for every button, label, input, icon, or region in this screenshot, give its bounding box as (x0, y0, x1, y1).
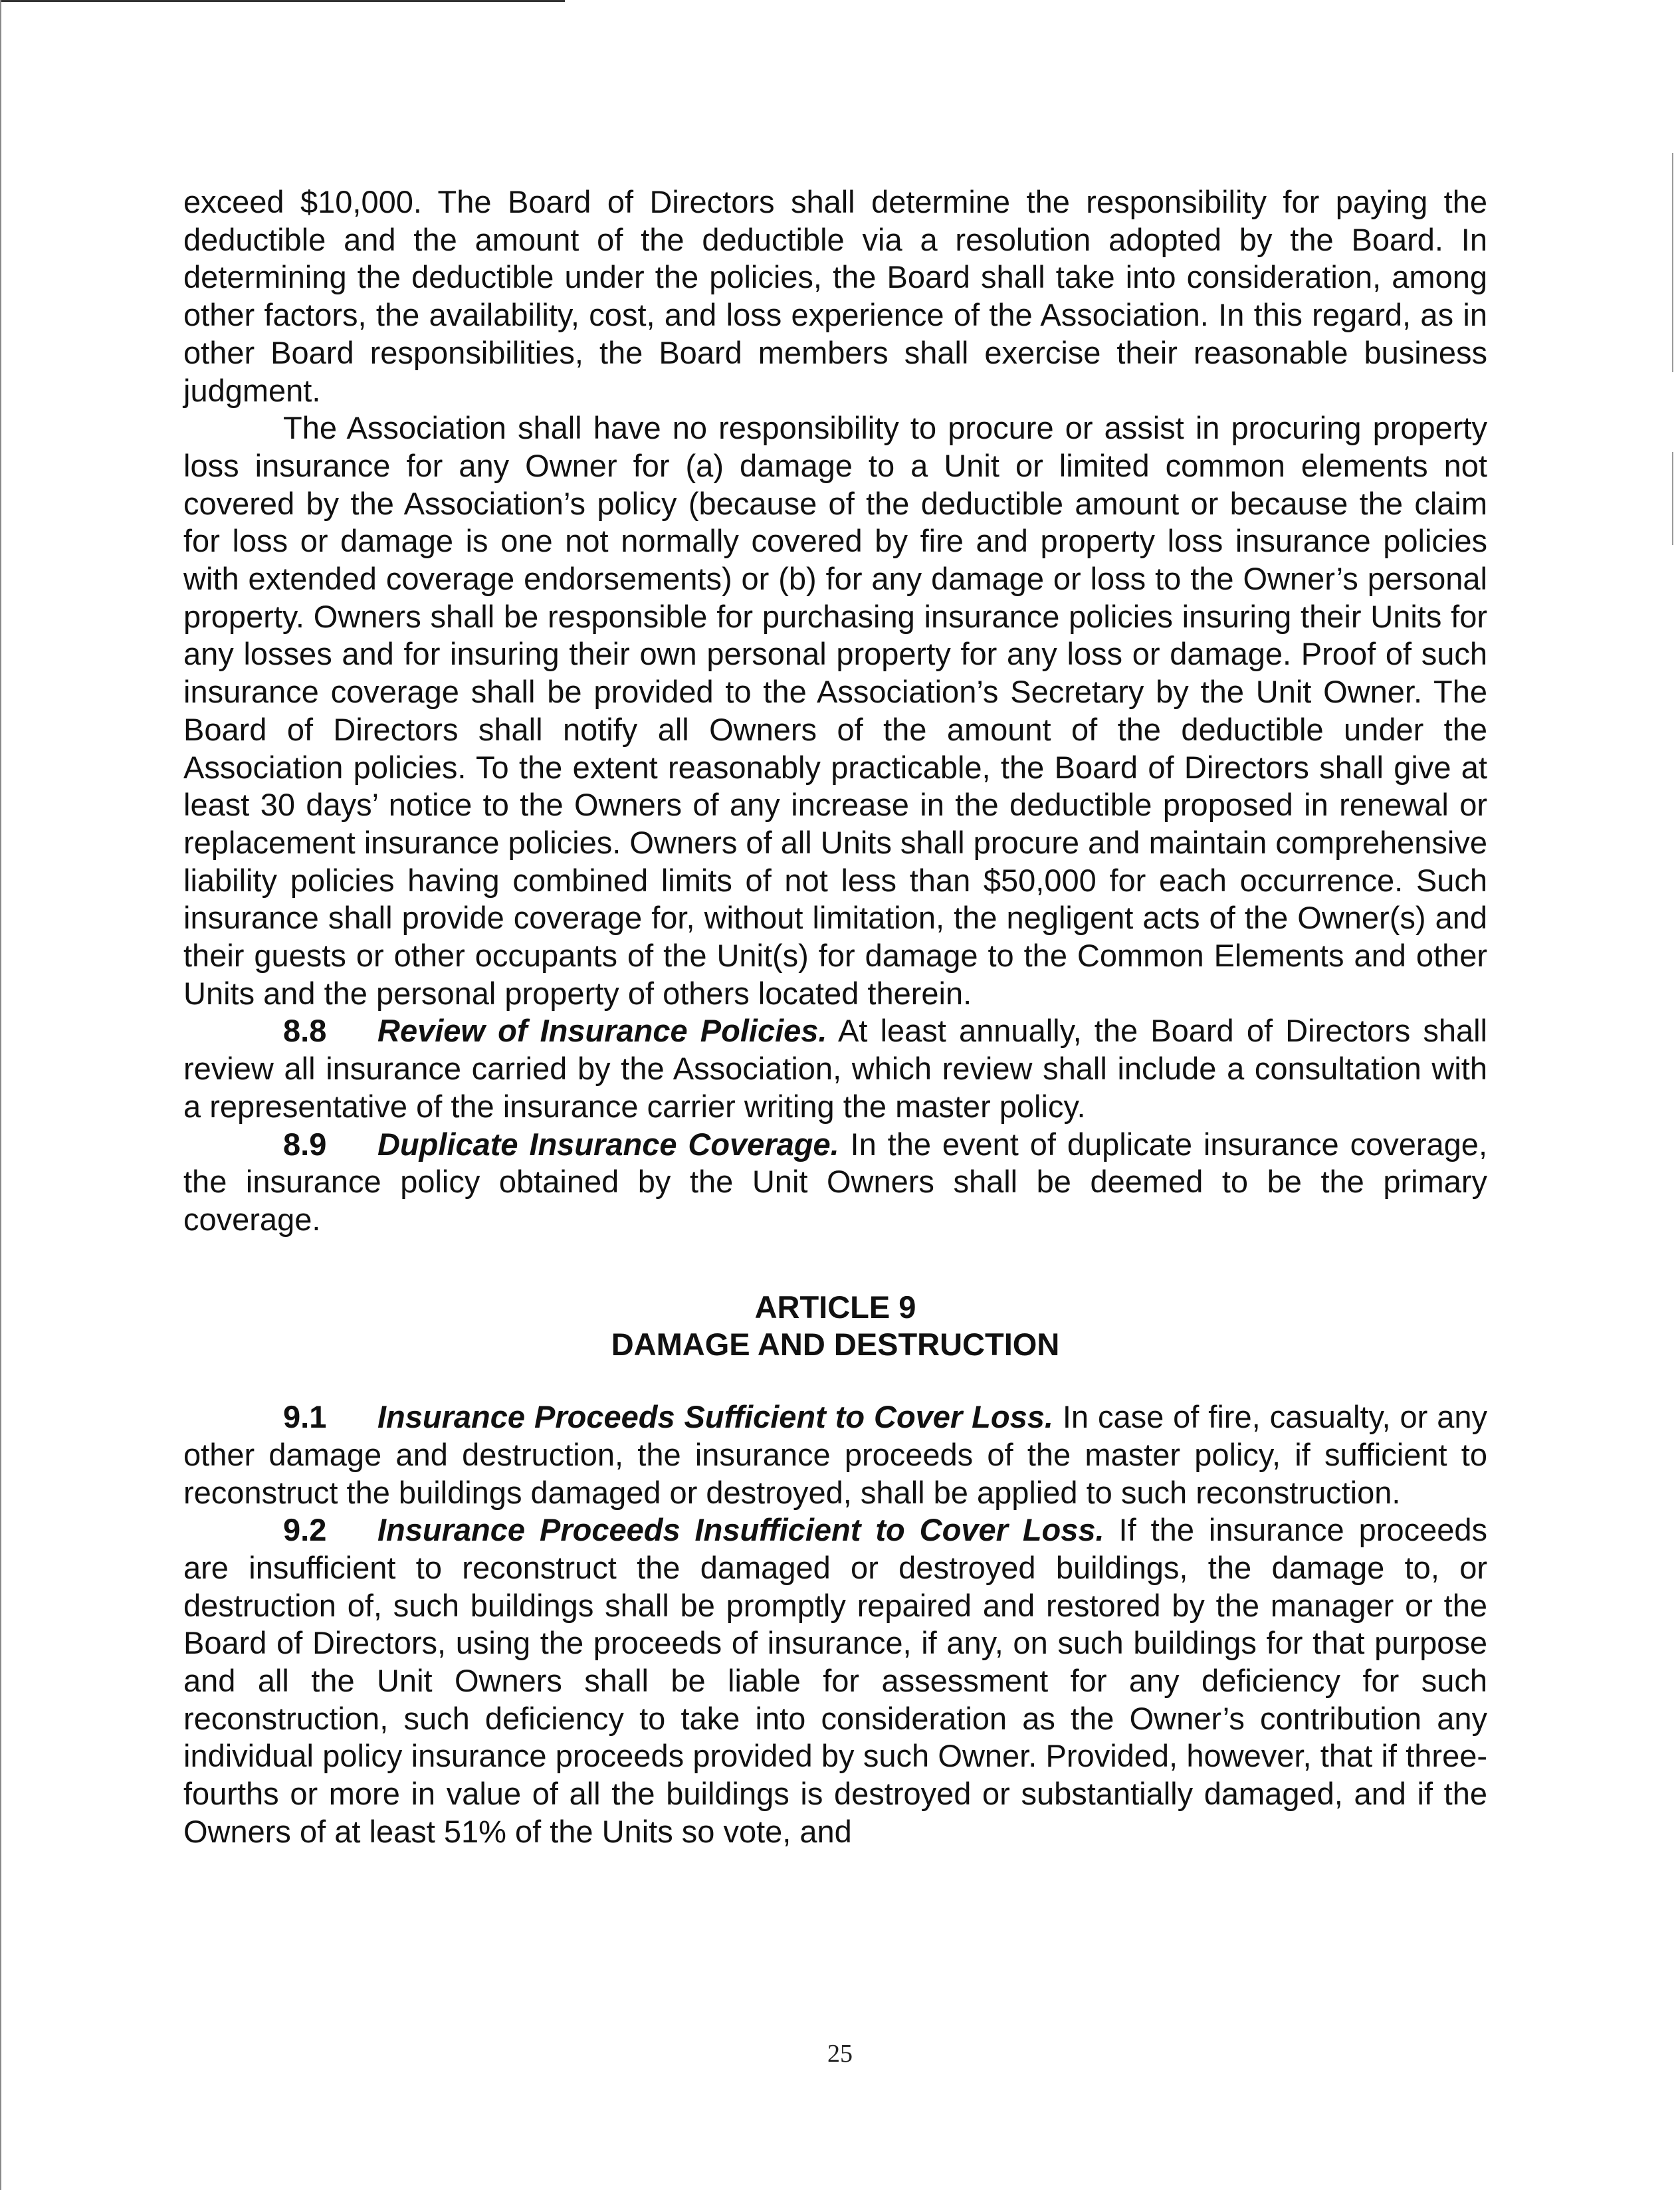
document-page (183, 183, 1487, 1851)
page-number: 25 (827, 2040, 853, 2068)
section-caption: Insurance Proceeds Insufficient to Cover Loss. (377, 1512, 1104, 1548)
paragraph-owner-insurance: The Association shall have no responsibility to procure or assist in procuring property loss insurance for any Owner for (a) damage to a Unit or limited common elements not covered by the Association’s policy (because of the deductible amount or because the claim for loss or damage is one not normally covered by fire and property loss insurance policies with extended coverage endorsements) or (b) for any damage or loss to the Owner’s personal property. Owners shall be responsible for purchasing insurance policies insuring their Units for any losses and for insuring their own personal property for any loss or damage. Proof of such insurance coverage shall be provided to the Association’s Secretary by the Unit Owner. The Board of Directors shall notify all Owners of the amount of the deductible under the Association policies. To the extent reasonably practicable, the Board of Directors shall give at least 30 days’ notice to the Owners of any increase in the deductible proposed in renewal or replacement insurance policies. Owners of all Units shall procure and maintain comprehensive liability policies having combined limits of not less than $50,000 for each occurrence. Such insurance shall provide coverage for, without limitation, the negligent acts of the Owner(s) and their guests or other occupants of the Unit(s) for damage to the Common Elements and other Units and the personal property of others located therein. (183, 410, 1487, 1011)
paragraph-deductible: exceed $10,000. The Board of Directors shall determine the responsibility for paying the deductible and the amount of the deductible via a resolution adopted by the Board. In determining the deductible under the policies, the Board shall take into consideration, among other factors, the availability, cost, and loss experience of the Association. In this regard, as in other Board responsibilities, the Board members shall exercise their reasonable business judgment. (183, 184, 1487, 408)
section-caption: Insurance Proceeds Sufficient to Cover Loss. (377, 1399, 1053, 1435)
section-text: In case of fire, casualty, or any other damage and destruction, the insurance proceeds of the master policy, if sufficient to reconstruct the buildings damaged or destroyed, shall be applied to such reconstruction. (183, 1399, 1487, 1510)
section-8-8 (183, 1012, 1487, 1125)
section-9-2 (183, 1511, 1487, 1850)
section-number: 9.1 (283, 1399, 327, 1435)
scan-edge-right-mark (1672, 452, 1673, 545)
article-title: DAMAGE AND DESTRUCTION (611, 1327, 1060, 1363)
section-number: 9.2 (283, 1512, 327, 1548)
article-heading-block (183, 1289, 1487, 1364)
section-text: At least annually, the Board of Directors shall review all insurance carried by the Association, which review shall include a consultation with a representative of the insurance carrier writing the master policy. (183, 1013, 1487, 1124)
section-caption: Duplicate Insurance Coverage. (377, 1126, 839, 1162)
section-number: 8.9 (283, 1126, 327, 1162)
section-number: 8.8 (283, 1013, 327, 1049)
scan-edge-left (0, 0, 1, 2190)
scan-edge-top (0, 0, 565, 2)
section-caption: Review of Insurance Policies. (377, 1013, 827, 1049)
section-8-9 (183, 1126, 1487, 1239)
article-number: ARTICLE 9 (754, 1289, 916, 1325)
scan-edge-right-mark (1672, 153, 1673, 372)
section-text: If the insurance proceeds are insufficient to reconstruct the damaged or destroyed buildings, the damage to, or destruction of, such buildings shall be promptly repaired and restored by the manager or the Board of Directors, using the proceeds of insurance, if any, on such buildings for that purpose and all the Unit Owners shall be liable for assessment for any deficiency for such reconstruction, such deficiency to take into consideration as the Owner’s contribution any individual policy insurance proceeds provided by such Owner. Provided, however, that if three-fourths or more in value of all the buildings is destroyed or substantially damaged, and if the Owners of at least 51% of the Units so vote, and (183, 1512, 1487, 1849)
section-9-1 (183, 1398, 1487, 1511)
section-text: In the event of duplicate insurance coverage, the insurance policy obtained by the Unit Owners shall be deemed to be the primary coverage. (183, 1126, 1487, 1237)
